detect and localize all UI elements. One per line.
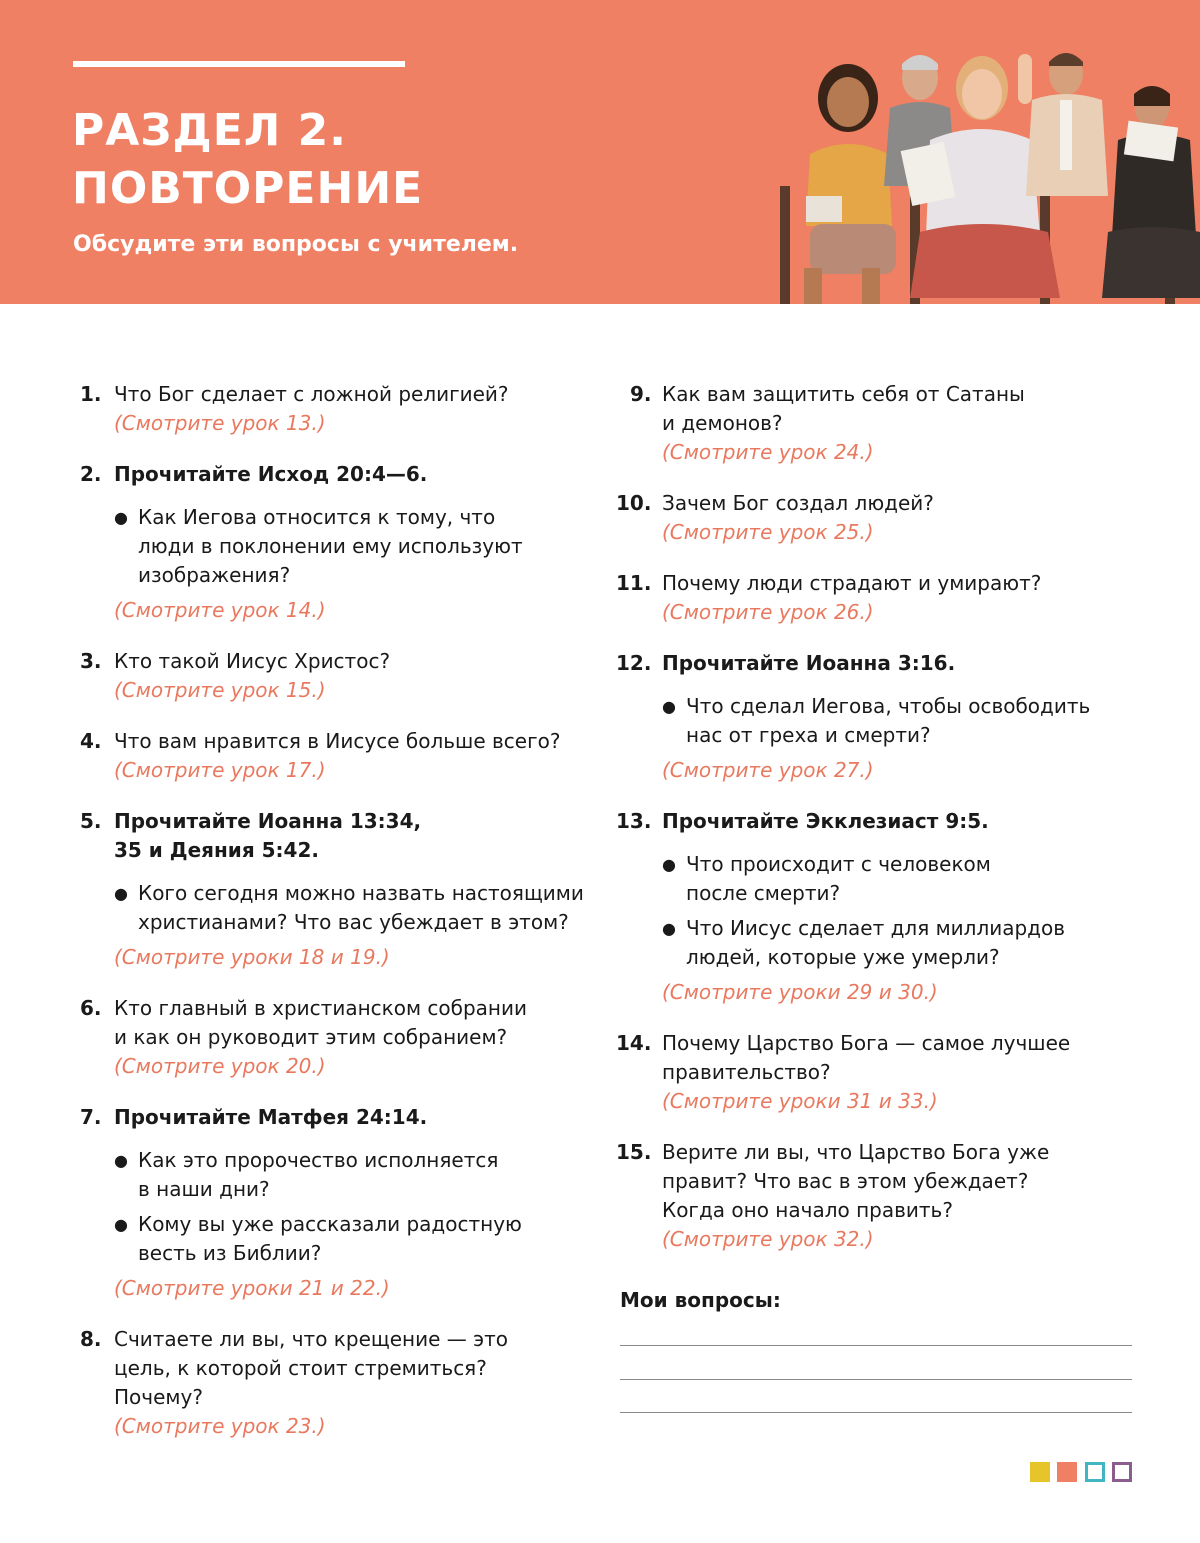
question-text: Почему Царство Бога — самое лучшее правительство? <box>662 1031 1071 1084</box>
title-line-1: РАЗДЕЛ 2. <box>72 105 347 156</box>
question-text: Кто главный в христианском собрании и как он руководит этим собранием? <box>114 996 527 1049</box>
question-text: Прочитайте Иоанна 13:34, 35 и Деяния 5:42. <box>114 809 422 862</box>
lesson-reference: (Смотрите уроки 18 и 19.) <box>114 945 390 969</box>
question-text: Зачем Бог создал людей? <box>662 491 934 515</box>
sub-question: ● Что сделал Иегова, чтобы освободить нас от греха и смерти? <box>662 692 1156 750</box>
title-line-2: ПОВТОРЕНИЕ <box>72 163 424 214</box>
question-number: 7. <box>80 1105 102 1129</box>
question-number: 12. <box>616 651 652 675</box>
question-number: 10. <box>616 491 652 515</box>
lesson-reference: (Смотрите урок 32.) <box>662 1227 874 1251</box>
sub-question-text: Как Иегова относится к тому, что люди в поклонении ему используют изображения? <box>138 505 523 587</box>
section-square-4 <box>1112 1462 1132 1482</box>
question-5 <box>80 807 600 972</box>
sub-question: ● Кого сегодня можно назвать настоящими христианами? Что вас убеждает в этом? <box>114 879 600 937</box>
question-8 <box>80 1325 600 1441</box>
sub-question-text: Что Иисус сделает для миллиардов людей, которые уже умерли? <box>686 916 1066 969</box>
lesson-reference: (Смотрите уроки 29 и 30.) <box>662 980 938 1004</box>
sub-question-text: Что сделал Иегова, чтобы освободить нас от греха и смерти? <box>686 694 1091 747</box>
answer-line-2[interactable] <box>620 1379 1132 1380</box>
question-number: 13. <box>616 809 652 833</box>
section-square-1 <box>1030 1462 1050 1482</box>
question-text: Прочитайте Экклезиаст 9:5. <box>662 809 989 833</box>
question-text: Прочитайте Матфея 24:14. <box>114 1105 428 1129</box>
people-seated-illustration <box>770 36 1200 304</box>
question-15 <box>616 1138 1156 1254</box>
question-11 <box>616 569 1156 627</box>
sub-question-text: Кого сегодня можно назвать настоящими христианами? Что вас убеждает в этом? <box>138 881 584 934</box>
question-13 <box>616 807 1156 1007</box>
question-10 <box>616 489 1156 547</box>
answer-line-3[interactable] <box>620 1412 1132 1413</box>
question-text: Прочитайте Иоанна 3:16. <box>662 651 956 675</box>
sub-question: ● Что происходит с человеком после смерти? <box>662 850 1156 908</box>
question-text: Верите ли вы, что Царство Бога уже правит? Что вас в этом убеждает? Когда оно начало править? <box>662 1140 1050 1222</box>
question-number: 14. <box>616 1031 652 1055</box>
sub-question: ● Как Иегова относится к тому, что люди в поклонении ему используют изображения? <box>114 503 600 590</box>
question-number: 15. <box>616 1140 652 1164</box>
question-text: Что Бог сделает с ложной религией? <box>114 382 509 406</box>
section-square-3 <box>1085 1462 1105 1482</box>
page-subtitle: Обсудите эти вопросы с учителем. <box>73 232 519 257</box>
question-text: Считаете ли вы, что крещение — это цель, к которой стоит стремиться? Почему? <box>114 1327 508 1409</box>
question-4 <box>80 727 600 785</box>
lesson-reference: (Смотрите урок 20.) <box>114 1054 326 1078</box>
question-14 <box>616 1029 1156 1116</box>
question-6 <box>80 994 600 1081</box>
question-2 <box>80 460 600 625</box>
sub-question-text: Как это пророчество исполняется в наши дни? <box>138 1148 499 1201</box>
answer-line-1[interactable] <box>620 1345 1132 1346</box>
questions-left-column <box>80 380 600 1441</box>
question-number: 8. <box>80 1327 102 1351</box>
sub-question: ● Как это пророчество исполняется в наши дни? <box>114 1146 600 1204</box>
lesson-reference: (Смотрите урок 25.) <box>662 520 874 544</box>
question-3 <box>80 647 600 705</box>
question-12 <box>616 649 1156 785</box>
question-number: 5. <box>80 809 102 833</box>
question-9 <box>616 380 1156 467</box>
lesson-reference: (Смотрите урок 27.) <box>662 758 874 782</box>
lesson-reference: (Смотрите урок 23.) <box>114 1414 326 1438</box>
sub-question-text: Что происходит с человеком после смерти? <box>686 852 991 905</box>
lesson-reference: (Смотрите урок 24.) <box>662 440 874 464</box>
question-text: Кто такой Иисус Христос? <box>114 649 391 673</box>
question-text: Что вам нравится в Иисусе больше всего? <box>114 729 561 753</box>
question-number: 11. <box>616 571 652 595</box>
question-number: 6. <box>80 996 102 1020</box>
question-number: 1. <box>80 382 102 406</box>
question-text: Прочитайте Исход 20:4—6. <box>114 462 428 486</box>
question-number: 3. <box>80 649 102 673</box>
sub-question: ● Кому вы уже рассказали радостную весть из Библии? <box>114 1210 600 1268</box>
lesson-reference: (Смотрите уроки 31 и 33.) <box>662 1089 938 1113</box>
my-questions-label: Мои вопросы: <box>620 1288 781 1312</box>
header-rule <box>73 61 405 67</box>
lesson-reference: (Смотрите уроки 21 и 22.) <box>114 1276 390 1300</box>
page-title <box>72 102 423 218</box>
section-square-2 <box>1057 1462 1077 1482</box>
question-text: Почему люди страдают и умирают? <box>662 571 1042 595</box>
lesson-reference: (Смотрите урок 17.) <box>114 758 326 782</box>
sub-question: ● Что Иисус сделает для миллиардов людей, которые уже умерли? <box>662 914 1156 972</box>
lesson-reference: (Смотрите урок 13.) <box>114 411 326 435</box>
question-number: 9. <box>630 382 652 406</box>
sub-question-text: Кому вы уже рассказали радостную весть из Библии? <box>138 1212 522 1265</box>
lesson-reference: (Смотрите урок 26.) <box>662 600 874 624</box>
questions-right-column <box>616 380 1156 1254</box>
question-1 <box>80 380 600 438</box>
question-7 <box>80 1103 600 1303</box>
question-number: 4. <box>80 729 102 753</box>
lesson-reference: (Смотрите урок 14.) <box>114 598 326 622</box>
question-number: 2. <box>80 462 102 486</box>
question-text: Как вам защитить себя от Сатаны и демонов? <box>662 382 1025 435</box>
header-banner <box>0 0 1200 304</box>
lesson-reference: (Смотрите урок 15.) <box>114 678 326 702</box>
